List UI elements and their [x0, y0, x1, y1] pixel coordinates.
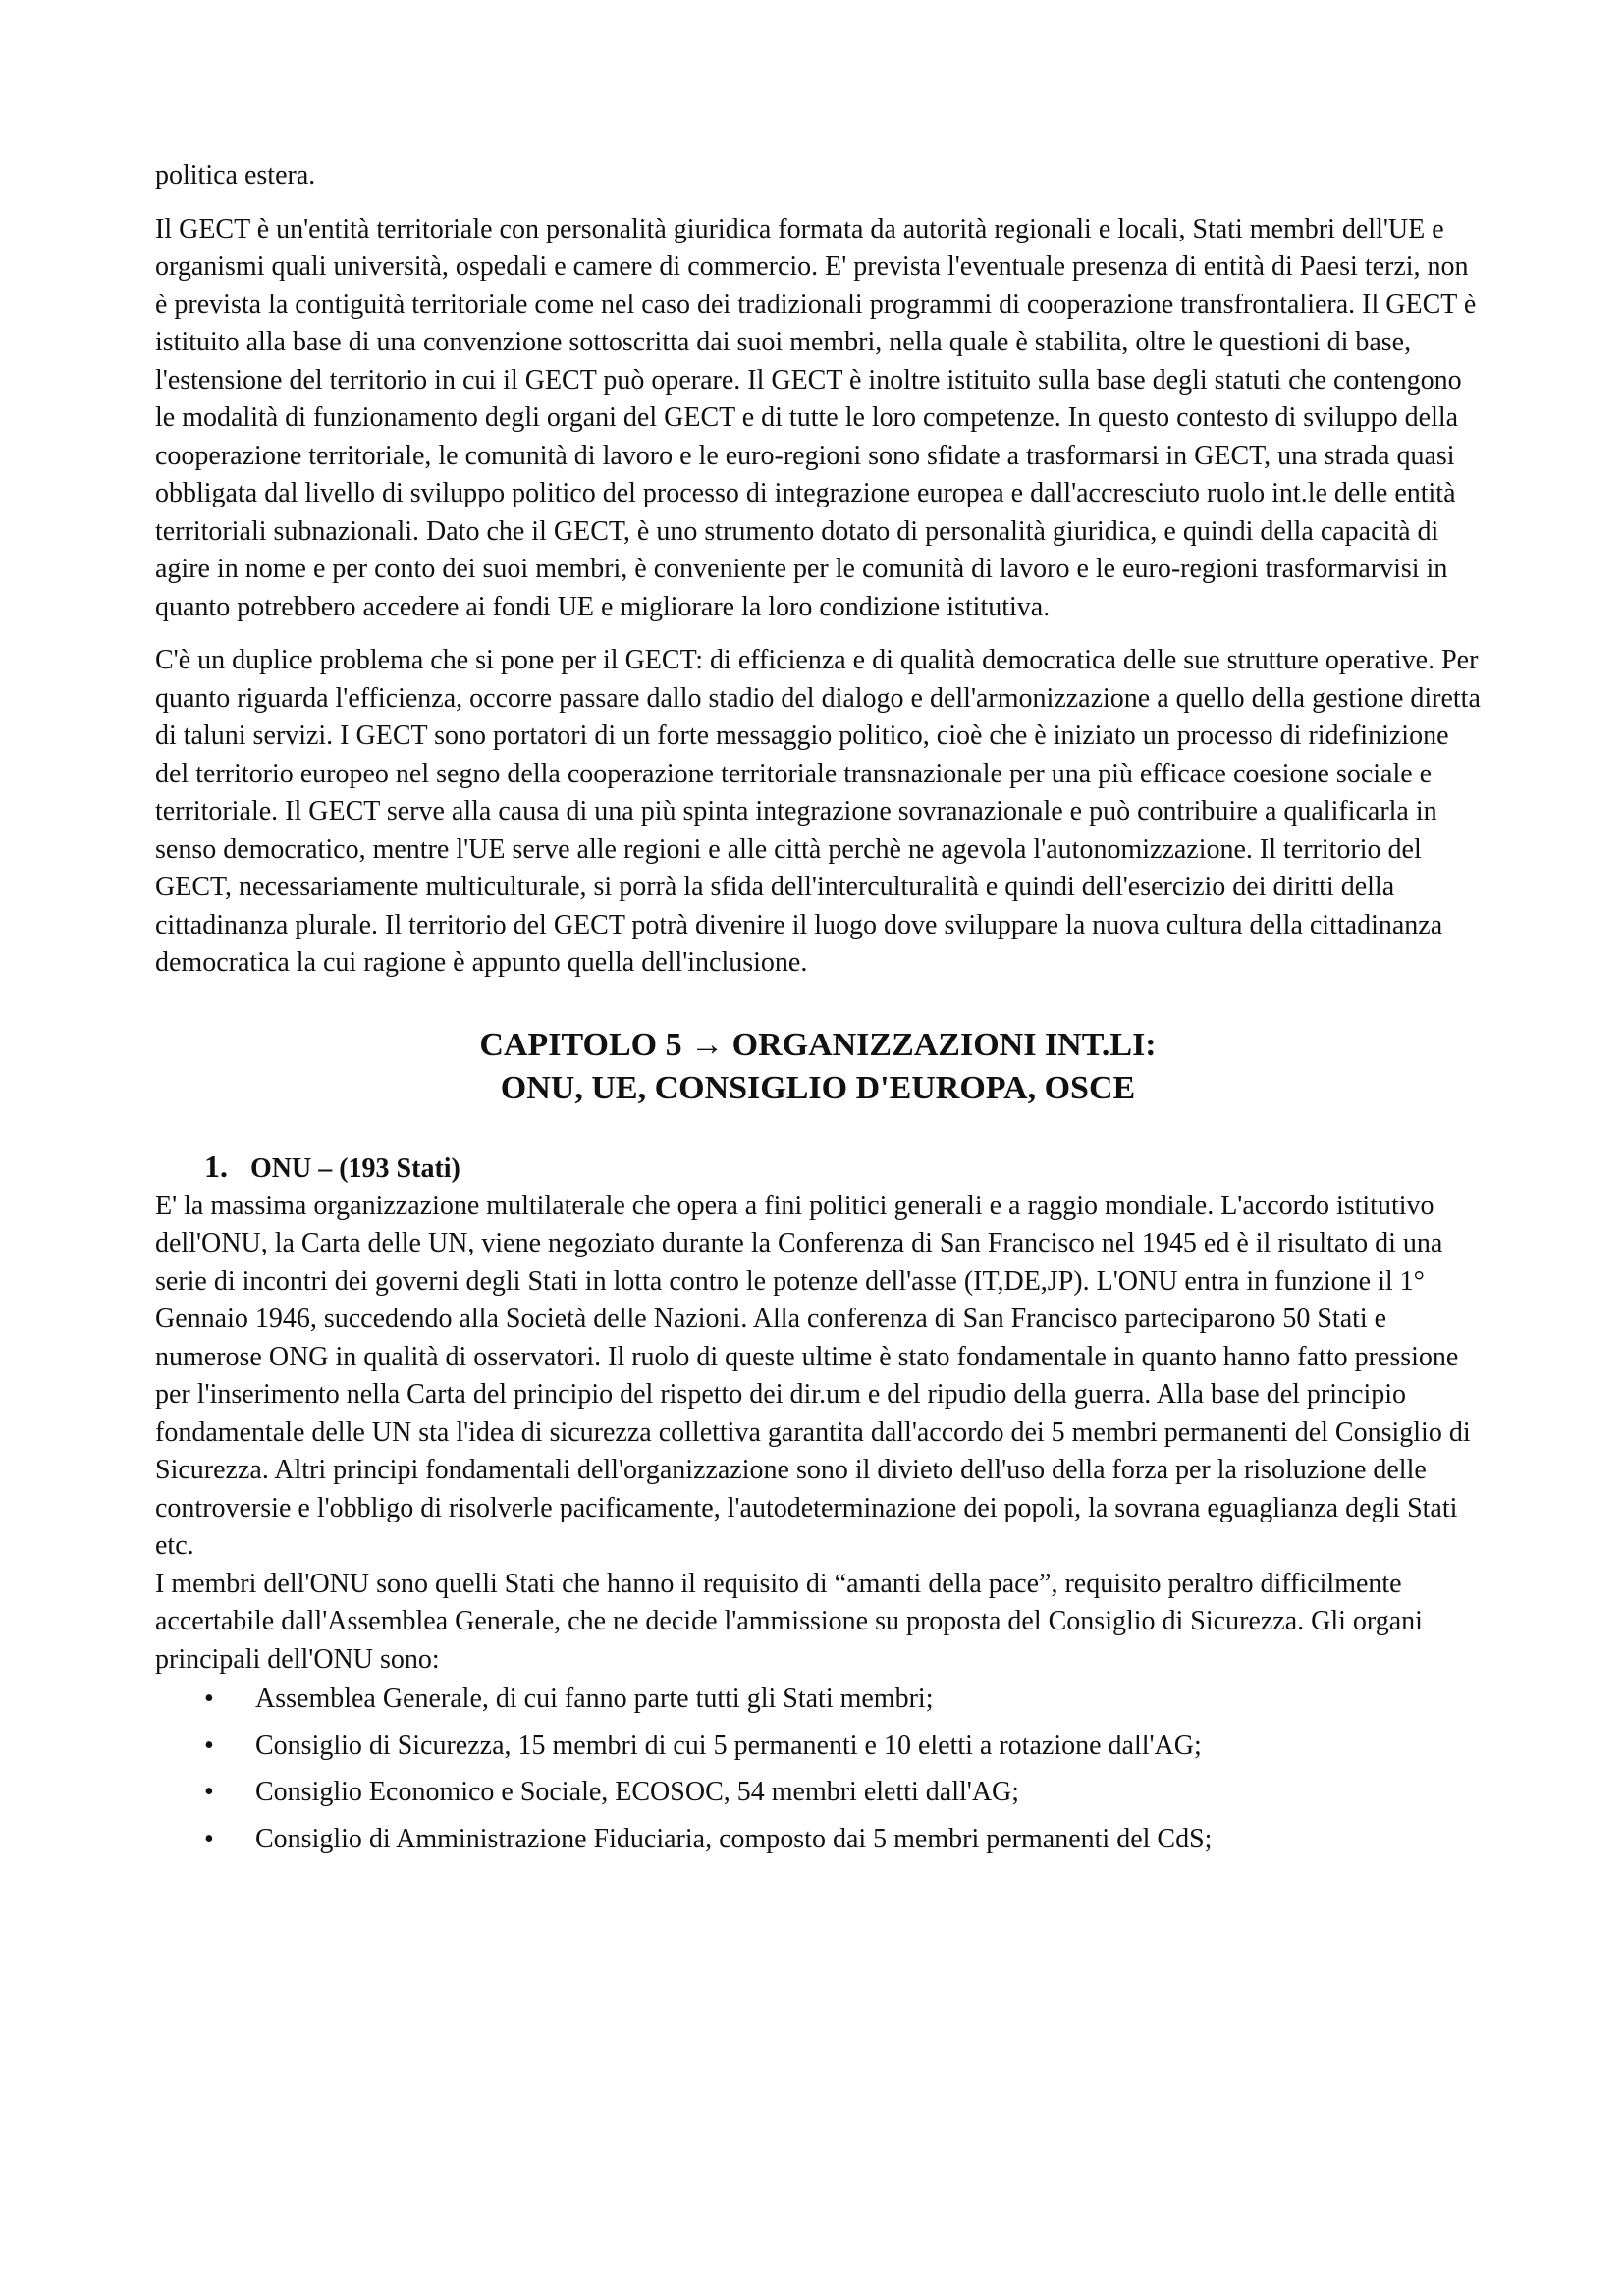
- paragraph-fragment: politica estera.: [155, 160, 316, 190]
- list-item-text: Consiglio Economico e Sociale, ECOSOC, 54 membri eletti dall'AG;: [255, 1777, 1020, 1807]
- bullet-icon: •: [204, 1823, 214, 1854]
- section-number: 1.: [204, 1148, 228, 1184]
- list-item-text: Consiglio di Sicurezza, 15 membri di cui 5 permanenti e 10 eletti a rotazione dall'AG;: [255, 1730, 1202, 1761]
- chapter-title-line-2: ONU, UE, CONSIGLIO D'EUROPA, OSCE: [500, 1069, 1136, 1106]
- page-content: [155, 157, 1481, 1867]
- paragraph-onu-intro: E' la massima organizzazione multilaterale che opera a fini politici generali e a raggio mondiale. L'accordo istitutivo dell'ONU, la Carta delle UN, viene negoziato durante la Conferenza di San Francisco nel 1945 ed è il risultato di una serie di incontri dei governi degli Stati in lotta contro le potenze dell'asse (IT,DE,JP). L'ONU entra in funzione il 1° Gennaio 1946, succedendo alla Società delle Nazioni. Alla conferenza di San Francisco parteciparono 50 Stati e numerose ONG in qualità di osservatori. Il ruolo di queste ultime è stato fondamentale in quanto hanno fatto pressione per l'inserimento nella Carta del principio del rispetto dei dir.um e del ripudio della guerra. Alla base del principio fondamentale delle UN sta l'idea di sicurezza collettiva garantita dall'accordo dei 5 membri permanenti del Consiglio di Sicurezza. Altri principi fondamentali dell'organizzazione sono il divieto dell'uso della forza per la risoluzione delle controversie e l'obbligo di risolverle pacificamente, l'autodeterminazione dei popoli, la sovrana eguaglianza degli Stati etc.: [155, 1190, 1471, 1561]
- paragraph-onu-members: I membri dell'ONU sono quelli Stati che hanno il requisito di “amanti della pace”, requisito peraltro difficilmente accertabile dall'Assemblea Generale, che ne decide l'ammissione su proposta del Consiglio di Sicurezza. Gli organi principali dell'ONU sono:: [155, 1568, 1423, 1675]
- paragraph-gect-problems: C'è un duplice problema che si pone per il GECT: di efficienza e di qualità democratica delle sue strutture operative. Per quanto riguarda l'efficienza, occorre passare dallo stadio del dialogo e dell'armonizzazione a quello della gestione diretta di taluni servizi. I GECT sono portatori di un forte messaggio politico, cioè che è iniziato un processo di ridefinizione del territorio europeo nel segno della cooperazione territoriale transnazionale per una più efficace coesione sociale e territoriale. Il GECT serve alla causa di una più spinta integrazione sovranazionale e può contribuire a qualificarla in senso democratico, mentre l'UE serve alle regioni e alle città perchè ne agevola l'autonomizzazione. Il territorio del GECT, necessariamente multiculturale, si porrà la sfida dell'interculturalità e quindi dell'esercizio dei diritti della cittadinanza plurale. Il territorio del GECT potrà divenire il luogo dove sviluppare la nuova cultura della cittadinanza democratica la cui ragione è appunto quella dell'inclusione.: [155, 645, 1481, 978]
- list-item: [155, 1681, 1481, 1719]
- list-item-text: Assemblea Generale, di cui fanno parte tutti gli Stati membri;: [255, 1683, 934, 1714]
- organs-list: [155, 1681, 1481, 1858]
- chapter-title: [155, 1024, 1481, 1110]
- list-item: [155, 1728, 1481, 1766]
- paragraph-gect-definition: Il GECT è un'entità territoriale con personalità giuridica formata da autorità regionali e locali, Stati membri dell'UE e organismi quali università, ospedali e camere di commercio. E' prevista l'eventuale presenza di entità di Paesi terzi, non è prevista la contiguità territoriale come nel caso dei tradizionali programmi di cooperazione transfrontaliera. Il GECT è istituito alla base di una convenzione sottoscritta dai suoi membri, nella quale è stabilita, oltre le questioni di base, l'estensione del territorio in cui il GECT può operare. Il GECT è inoltre istituito sulla base degli statuti che contengono le modalità di funzionamento degli organi del GECT e di tutte le loro competenze. In questo contesto di sviluppo della cooperazione territoriale, le comunità di lavoro e le euro-regioni sono sfidate a trasformarsi in GECT, una strada quasi obbligata dal livello di sviluppo politico del processo di integrazione europea e dall'accresciuto ruolo int.le delle entità territoriali subnazionali. Dato che il GECT, è uno strumento dotato di personalità giuridica, e quindi della capacità di agire in nome e per conto dei suoi membri, è conveniente per le comunità di lavoro e le euro-regioni trasformarvisi in quanto potrebbero accedere ai fondi UE e migliorare la loro condizione istitutiva.: [155, 213, 1477, 622]
- chapter-title-line-1: CAPITOLO 5 → ORGANIZZAZIONI INT.LI:: [479, 1026, 1157, 1063]
- bullet-icon: •: [204, 1730, 214, 1761]
- section-heading: [155, 1148, 1481, 1188]
- list-item: [155, 1821, 1481, 1859]
- list-item: [155, 1774, 1481, 1812]
- section-title: ONU – (193 Stati): [250, 1152, 460, 1184]
- list-item-text: Consiglio di Amministrazione Fiduciaria, composto dai 5 membri permanenti del CdS;: [255, 1823, 1213, 1854]
- bullet-icon: •: [204, 1683, 214, 1714]
- bullet-icon: •: [204, 1777, 214, 1807]
